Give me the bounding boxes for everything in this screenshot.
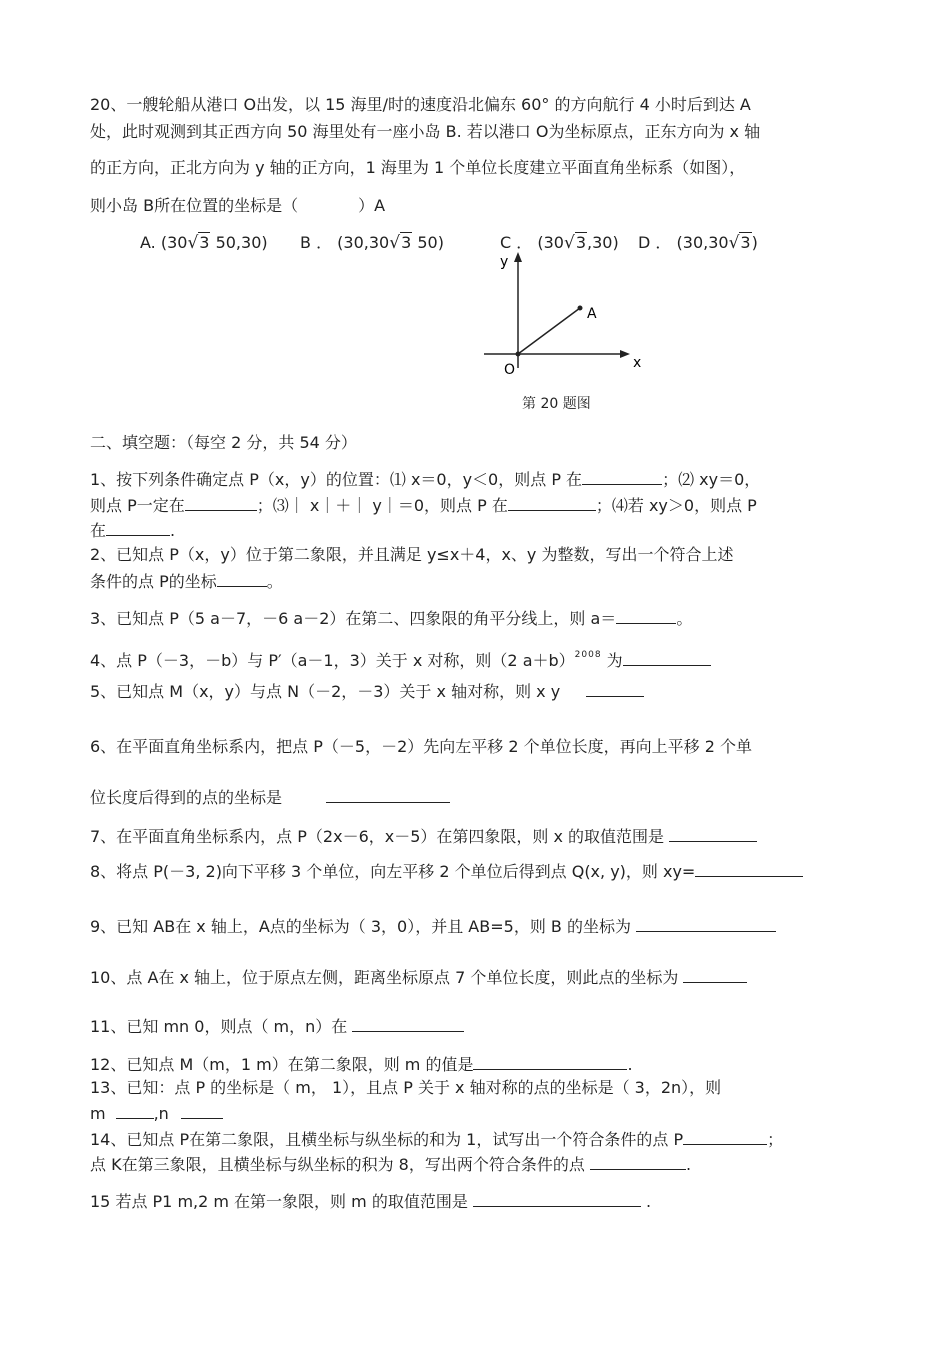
q11: 11、已知 mn 0，则点（ m，n）在 bbox=[90, 1015, 464, 1038]
origin-label: O bbox=[504, 362, 516, 378]
q20-line-4: 则小岛 B所在位置的坐标是（ ）A bbox=[90, 196, 386, 215]
q7: 7、在平面直角坐标系内，点 P（2x－6，x－5）在第四象限，则 x 的取值范围是 bbox=[90, 825, 757, 848]
q15: 15 若点 P1 m,2 m 在第一象限，则 m 的取值范围是 . bbox=[90, 1192, 652, 1211]
q20-option-a: A. (30√3 50,30) bbox=[140, 233, 268, 253]
q3: 3、已知点 P（5 a－7，－6 a－2）在第二、四象限的角平分线上，则 a＝ 。 bbox=[90, 609, 693, 628]
q20-option-d: D ． (30,30√3) bbox=[638, 233, 758, 253]
q4: 4、点 P（－3，－b）与 P′（a－1，3）关于 x 对称，则（2 a＋b）$^{2008}$ 为 bbox=[90, 644, 711, 672]
q20-option-b: B ． (30,30√3 50) bbox=[300, 233, 444, 253]
q12: 12、已知点 M（m，1 m）在第二象限，则 m 的值是 . bbox=[90, 1055, 633, 1074]
q20-figure-caption: 第 20 题图 bbox=[522, 396, 591, 412]
segment-oa bbox=[518, 308, 580, 354]
q9: 9、已知 AB在 x 轴上，A点的坐标为（ 3，0），并且 AB=5，则 B 的坐标为 bbox=[90, 915, 776, 938]
x-axis-arrow bbox=[620, 350, 630, 358]
q10: 10、点 A在 x 轴上，位于原点左侧，距离坐标原点 7 个单位长度，则此点的坐标为 bbox=[90, 966, 747, 989]
q13-line-2: m ,n bbox=[90, 1102, 223, 1125]
q2-line-1: 2、已知点 P（x，y）位于第二象限，并且满足 y≤x＋4，x、y 为整数，写出一个符合上述 bbox=[90, 545, 734, 564]
q5: 5、已知点 M（x，y）与点 N（－2，－3）关于 x 轴对称，则 x y bbox=[90, 680, 644, 703]
point-a bbox=[578, 306, 583, 311]
q1-line-2: 则点 P一定在 ；⑶｜ x｜＋｜ y｜＝0，则点 P 在 ；⑷若 xy＞0，则点 P bbox=[90, 496, 757, 515]
point-a-label: A bbox=[587, 306, 597, 322]
q6-line-1: 6、在平面直角坐标系内，把点 P（－5，－2）先向左平移 2 个单位长度，再向上平移 2 个单 bbox=[90, 737, 752, 756]
q20-option-c: C ． (30√3,30) bbox=[500, 233, 619, 253]
q1-line-1: 1、按下列条件确定点 P（x，y）的位置：⑴ x＝0，y＜0，则点 P 在 ；⑵ xy＝0， bbox=[90, 470, 761, 489]
q6-line-2: 位长度后得到的点的坐标是 bbox=[90, 786, 450, 809]
x-axis-label: x bbox=[633, 355, 642, 371]
q14-line-2: 点 K在第三象限，且横坐标与纵坐标的积为 8，写出两个符合条件的点 . bbox=[90, 1155, 692, 1174]
q1-line-3: 在 . bbox=[90, 521, 176, 540]
y-axis-arrow bbox=[514, 252, 522, 262]
q8: 8、将点 P(－3, 2)向下平移 3 个单位，向左平移 2 个单位后得到点 Q(x, y)，则 xy= bbox=[90, 860, 803, 883]
q20-figure bbox=[480, 250, 660, 390]
q20-line-1: 20、一艘轮船从港口 O出发，以 15 海里/时的速度沿北偏东 60° 的方向航行 4 小时后到达 A bbox=[90, 95, 751, 114]
y-axis-label: y bbox=[500, 254, 509, 270]
q14-line-1: 14、已知点 P在第二象限，且横坐标与纵坐标的和为 1，试写出一个符合条件的点 P ； bbox=[90, 1130, 784, 1149]
q20-line-2: 处，此时观测到其正西方向 50 海里处有一座小岛 B. 若以港口 O为坐标原点，正东方向为 x 轴 bbox=[90, 122, 761, 141]
point-o bbox=[516, 352, 521, 357]
q2-line-2: 条件的点 P的坐标 。 bbox=[90, 572, 283, 591]
q20-line-3: 的正方向，正北方向为 y 轴的正方向，1 海里为 1 个单位长度建立平面直角坐标系（如图）， bbox=[90, 158, 746, 177]
q13-line-1: 13、已知：点 P 的坐标是（ m， 1），且点 P 关于 x 轴对称的点的坐标是（ 3，2n），则 bbox=[90, 1078, 722, 1097]
section-title: 二、填空题：（每空 2 分，共 54 分） bbox=[90, 433, 357, 452]
